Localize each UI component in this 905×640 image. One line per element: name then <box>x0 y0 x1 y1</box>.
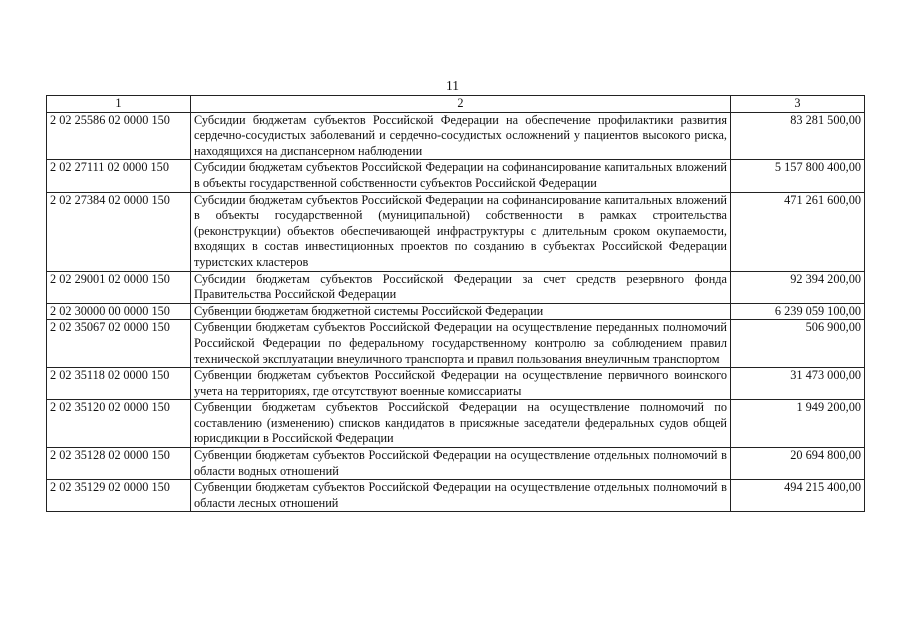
table-row <box>47 368 865 400</box>
amount-cell: 471 261 600,00 <box>731 192 865 271</box>
amount-cell: 31 473 000,00 <box>731 368 865 400</box>
description-cell: Субвенции бюджетам субъектов Российской Федерации на осуществление переданных полномочий Российской Федерации по федеральному государственному контролю за соблюдением правил технической эксплуатации внеуличного транспорта и правил пользования внеуличным транспортом <box>191 320 731 368</box>
budget-code-cell: 2 02 29001 02 0000 150 <box>47 271 191 303</box>
amount-cell: 92 394 200,00 <box>731 271 865 303</box>
amount-cell: 83 281 500,00 <box>731 112 865 160</box>
budget-code-cell: 2 02 35129 02 0000 150 <box>47 480 191 512</box>
table-header-row <box>47 96 865 113</box>
description-cell: Субсидии бюджетам субъектов Российской Федерации за счет средств резервного фонда Правительства Российской Федерации <box>191 271 731 303</box>
table-row <box>47 160 865 192</box>
column-header-description: 2 <box>191 96 731 113</box>
amount-cell: 494 215 400,00 <box>731 480 865 512</box>
page-number: 11 <box>446 78 459 93</box>
column-header-amount: 3 <box>731 96 865 113</box>
table-row <box>47 448 865 480</box>
table-row <box>47 320 865 368</box>
budget-code-cell: 2 02 30000 00 0000 150 <box>47 303 191 320</box>
description-cell: Субвенции бюджетам субъектов Российской Федерации на осуществление отдельных полномочий в области водных отношений <box>191 448 731 480</box>
amount-cell: 506 900,00 <box>731 320 865 368</box>
table-row <box>47 112 865 160</box>
description-cell: Субсидии бюджетам субъектов Российской Федерации на софинансирование капитальных вложений в объекты государственной (муниципальной) собственности в рамках строительства (реконструкции) объектов обеспечивающей инфраструктуры с длительным сроком окупаемости, входящих в состав инвестиционных проектов по созданию в субъектах Российской Федерации туристских кластеров <box>191 192 731 271</box>
budget-code-cell: 2 02 35067 02 0000 150 <box>47 320 191 368</box>
budget-code-cell: 2 02 35120 02 0000 150 <box>47 400 191 448</box>
description-cell: Субвенции бюджетам бюджетной системы Российской Федерации <box>191 303 731 320</box>
budget-code-cell: 2 02 35128 02 0000 150 <box>47 448 191 480</box>
budget-code-cell: 2 02 27111 02 0000 150 <box>47 160 191 192</box>
table-row <box>47 400 865 448</box>
budget-code-cell: 2 02 27384 02 0000 150 <box>47 192 191 271</box>
table-row <box>47 303 865 320</box>
table-row <box>47 271 865 303</box>
description-cell: Субвенции бюджетам субъектов Российской Федерации на осуществление первичного воинского учета на территориях, где отсутствуют военные комиссариаты <box>191 368 731 400</box>
amount-cell: 5 157 800 400,00 <box>731 160 865 192</box>
amount-cell: 1 949 200,00 <box>731 400 865 448</box>
amount-cell: 6 239 059 100,00 <box>731 303 865 320</box>
budget-code-cell: 2 02 25586 02 0000 150 <box>47 112 191 160</box>
budget-code-cell: 2 02 35118 02 0000 150 <box>47 368 191 400</box>
table-row <box>47 480 865 512</box>
description-cell: Субвенции бюджетам субъектов Российской Федерации на осуществление полномочий по составлению (изменению) списков кандидатов в присяжные заседатели федеральных судов общей юрисдикции в Российской Федерации <box>191 400 731 448</box>
amount-cell: 20 694 800,00 <box>731 448 865 480</box>
description-cell: Субсидии бюджетам субъектов Российской Федерации на обеспечение профилактики развития сердечно-сосудистых заболеваний и сердечно-сосудистых осложнений у пациентов высокого риска, находящихся на диспансерном наблюдении <box>191 112 731 160</box>
budget-table <box>46 95 865 512</box>
description-cell: Субвенции бюджетам субъектов Российской Федерации на осуществление отдельных полномочий в области лесных отношений <box>191 480 731 512</box>
column-header-code: 1 <box>47 96 191 113</box>
description-cell: Субсидии бюджетам субъектов Российской Федерации на софинансирование капитальных вложений в объекты государственной собственности субъектов Российской Федерации <box>191 160 731 192</box>
table-row <box>47 192 865 271</box>
